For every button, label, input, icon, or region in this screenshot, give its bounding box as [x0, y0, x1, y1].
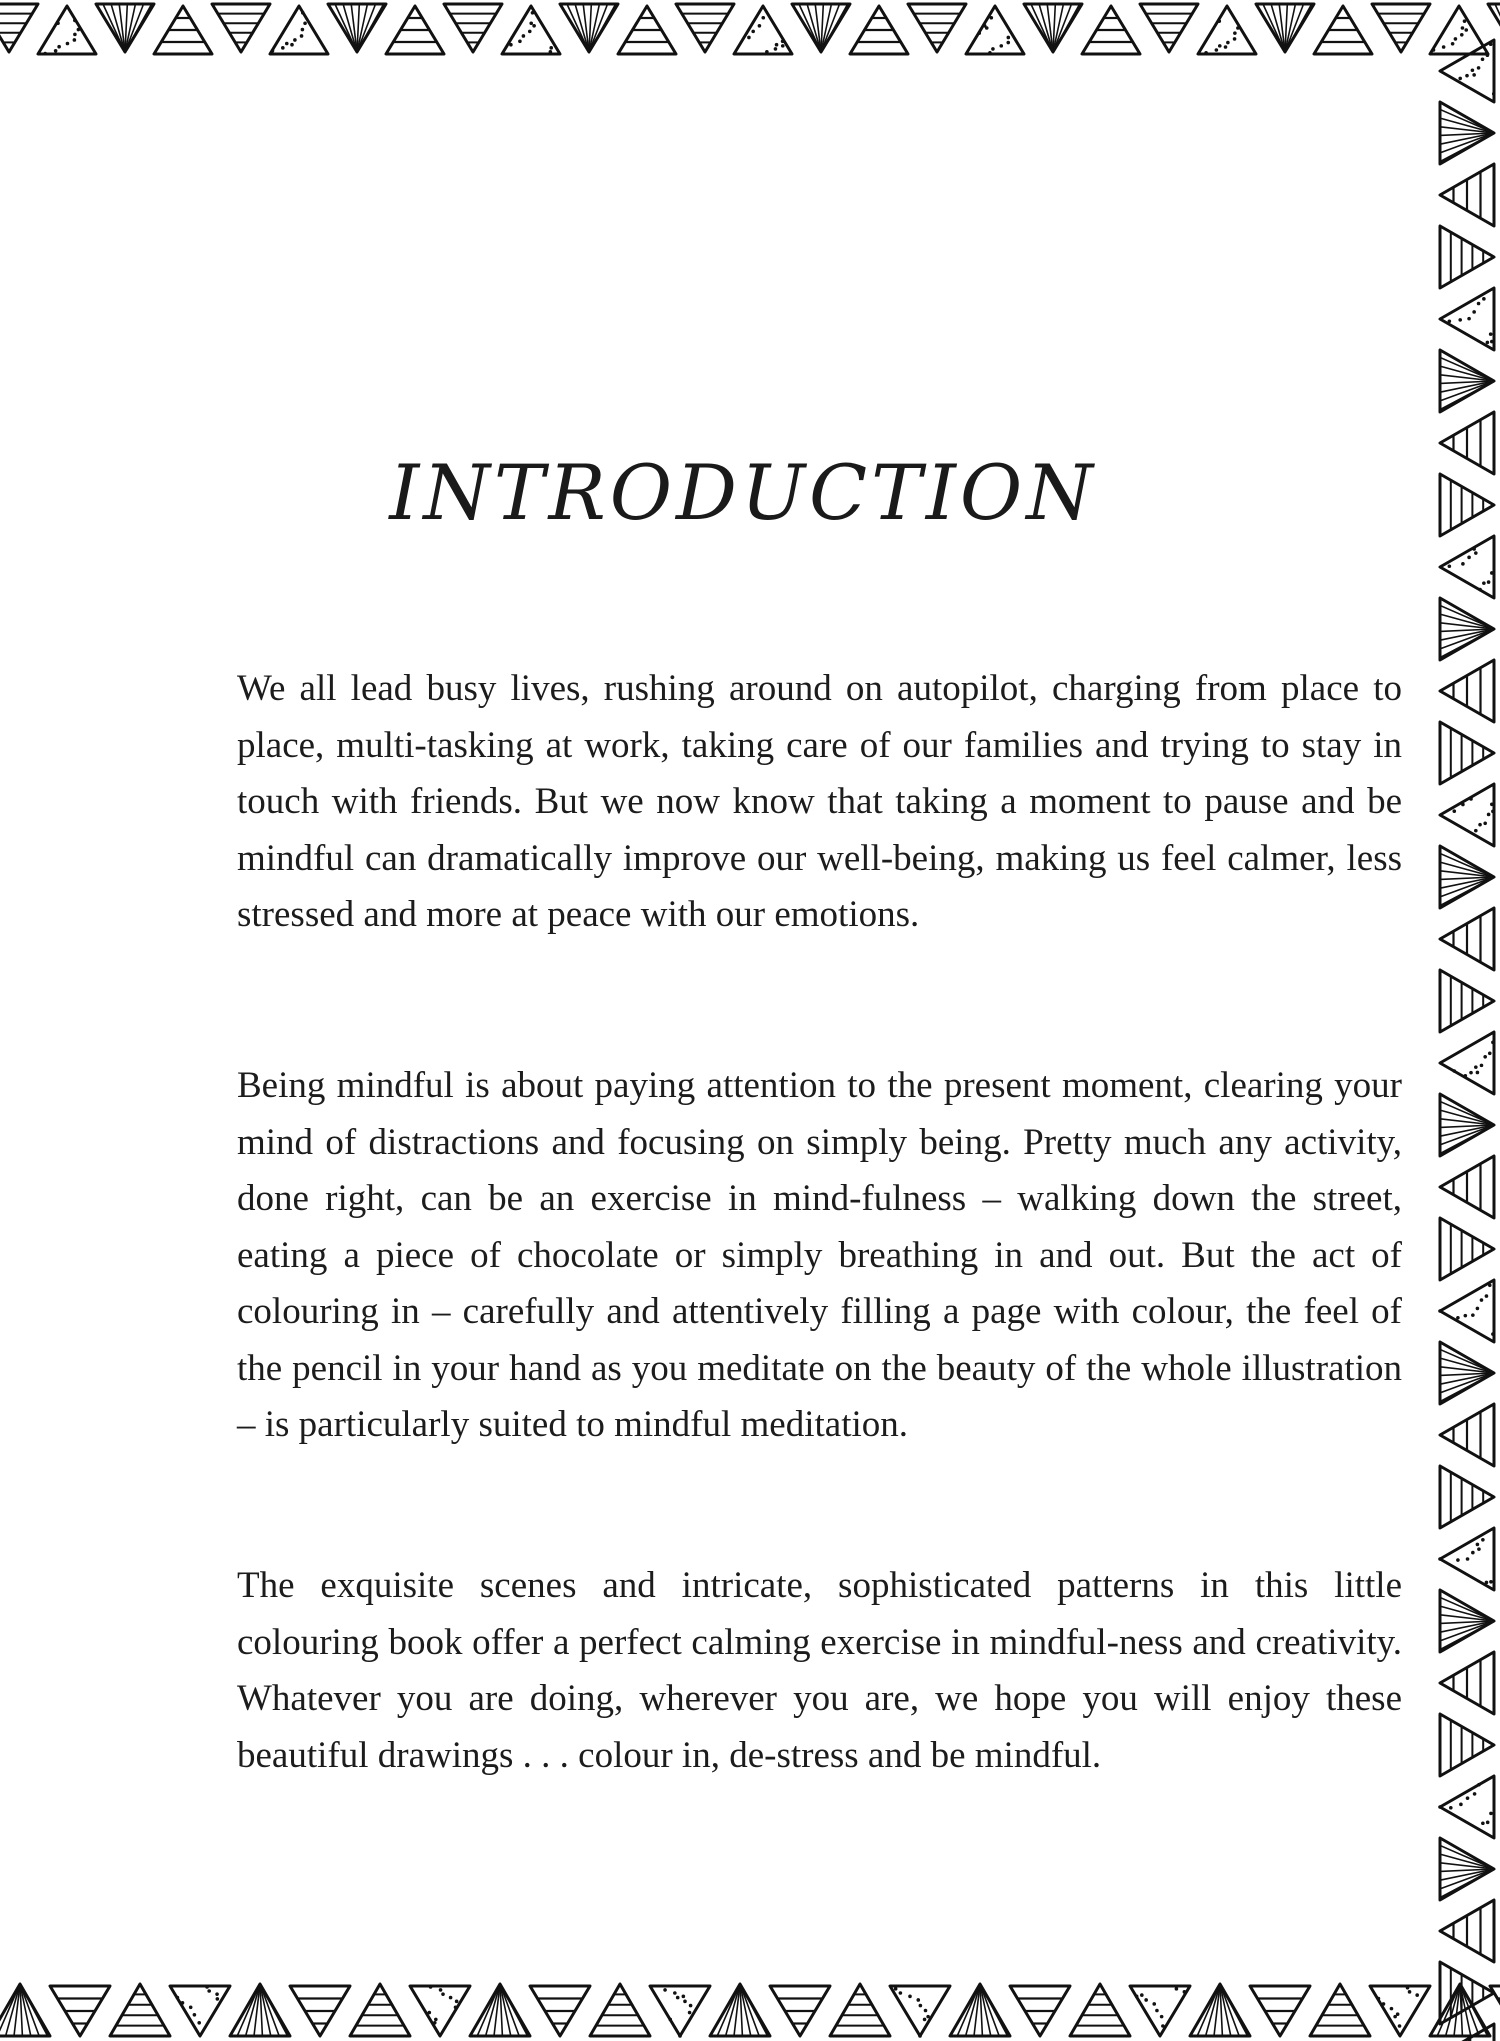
- mindfulness-paragraph: Being mindful is about paying attention to the present moment, clearing your mind of distractions and focusing on simply being. Pretty much any activity, done right, can be an exercise in mind-fulness – walking down the street, eating a piece of chocolate or simply breathing in and out. But the act of colouring in – carefully and attentively filling a page with colour, the feel of the pencil in your hand as you meditate on the beauty of the whole illustration – is particularly suited to mindful meditation.: [237, 1065, 1402, 1445]
- border-triangle: [386, 6, 444, 54]
- border-triangle: [1440, 350, 1494, 412]
- border-triangle: [1440, 412, 1494, 474]
- colouring-book-paragraph: The exquisite scenes and intricate, sophisticated patterns in this little colouring book offer a perfect calming exercise in mindful-ness and creativity. Whatever you are doing, wherever you are, we hope you will enjoy these beautiful drawings . . . colour in, de-stress and be mindful.: [237, 1565, 1402, 1776]
- border-triangle: [530, 1986, 590, 2036]
- border-triangle: [1440, 660, 1494, 722]
- border-triangle: [850, 6, 908, 54]
- border-triangle: [676, 4, 734, 52]
- border-triangle: [1190, 1984, 1250, 2036]
- page-content: [52, 58, 1434, 1978]
- border-triangle: [1440, 1342, 1494, 1404]
- border-triangle: [1438, 1528, 1494, 1590]
- border-triangle: [1440, 40, 1496, 102]
- border-triangle: [270, 6, 328, 54]
- border-triangle: [0, 1984, 50, 2036]
- border-triangle: [1438, 1280, 1495, 1342]
- border-triangle: [1370, 1986, 1430, 2036]
- border-triangle: [96, 4, 154, 52]
- border-triangle: [1440, 164, 1494, 226]
- border-triangle: [0, 4, 38, 52]
- border-triangle: [908, 4, 966, 52]
- border-triangle: [1440, 1714, 1494, 1776]
- border-triangle: [1440, 1218, 1494, 1280]
- border-triangle: [1440, 1590, 1494, 1652]
- border-triangle: [1440, 1094, 1494, 1156]
- border-triangle: [830, 1984, 890, 2036]
- border-triangle: [1440, 970, 1494, 1032]
- border-triangle: [1490, 1986, 1500, 2036]
- border-triangle: [1440, 1838, 1494, 1900]
- border-triangle: [444, 4, 502, 52]
- border-triangle: [1440, 598, 1494, 660]
- border-triangle: [1440, 908, 1494, 970]
- border-triangle: [650, 1986, 710, 2038]
- border-triangle: [1198, 6, 1256, 55]
- border-triangle: [410, 1985, 470, 2036]
- border-triangle: [1440, 1900, 1494, 1962]
- border-triangle: [950, 1984, 1010, 2036]
- border-triangle: [618, 6, 676, 54]
- border-triangle: [1440, 1404, 1494, 1466]
- top-triangle-border: [0, 0, 1500, 58]
- border-triangle: [1440, 536, 1494, 598]
- border-triangle: [230, 1984, 290, 2036]
- border-triangle: [1440, 102, 1494, 164]
- border-triangle: [290, 1986, 350, 2036]
- border-triangle: [966, 6, 1024, 55]
- border-triangle: [350, 1984, 410, 2036]
- border-triangle: [1440, 846, 1494, 908]
- border-triangle: [1130, 1986, 1190, 2036]
- border-triangle: [50, 1986, 110, 2036]
- border-triangle: [734, 6, 792, 54]
- right-triangle-border: [1434, 0, 1500, 2041]
- border-triangle: [1024, 4, 1082, 52]
- border-triangle: [590, 1984, 650, 2036]
- border-triangle: [1438, 1776, 1494, 1838]
- border-triangle: [1440, 784, 1495, 846]
- border-triangle: [1010, 1986, 1070, 2036]
- border-triangle: [560, 4, 618, 52]
- border-triangle: [1140, 4, 1198, 52]
- border-triangle: [470, 1984, 530, 2036]
- border-triangle: [170, 1985, 230, 2036]
- border-triangle: [212, 4, 270, 52]
- border-triangle: [1440, 474, 1494, 536]
- page-title: INTRODUCTION: [389, 448, 1097, 537]
- border-triangle: [1440, 722, 1494, 784]
- border-triangle: [502, 6, 560, 54]
- border-triangle: [1082, 6, 1140, 54]
- border-triangle: [710, 1984, 770, 2036]
- border-triangle: [1372, 4, 1430, 52]
- border-triangle: [1256, 4, 1314, 52]
- border-triangle: [1430, 1984, 1490, 2036]
- border-triangle: [154, 6, 212, 54]
- border-triangle: [1440, 1466, 1494, 1528]
- border-triangle: [38, 6, 96, 55]
- border-triangle: [328, 4, 386, 52]
- intro-paragraph: We all lead busy lives, rushing around on autopilot, charging from place to place, multi-tasking at work, taking care of our families and trying to stay in touch with friends. But we now know that taking a moment to pause and be mindful can dramatically improve our well-being, making us feel calmer, less stressed and more at peace with our emotions.: [237, 668, 1402, 935]
- border-triangle: [1440, 226, 1494, 288]
- bottom-triangle-border: [0, 1978, 1500, 2041]
- border-triangle: [1250, 1986, 1310, 2036]
- border-triangle: [110, 1984, 170, 2036]
- border-triangle: [1440, 288, 1494, 350]
- border-triangle: [1440, 1156, 1494, 1218]
- border-triangle: [1440, 1032, 1495, 1094]
- border-triangle: [1070, 1984, 1130, 2036]
- border-triangle: [890, 1986, 950, 2038]
- border-triangle: [792, 4, 850, 52]
- border-triangle: [1310, 1984, 1370, 2036]
- border-triangle: [1440, 1652, 1494, 1714]
- border-triangle: [1314, 6, 1372, 54]
- border-triangle: [770, 1986, 830, 2036]
